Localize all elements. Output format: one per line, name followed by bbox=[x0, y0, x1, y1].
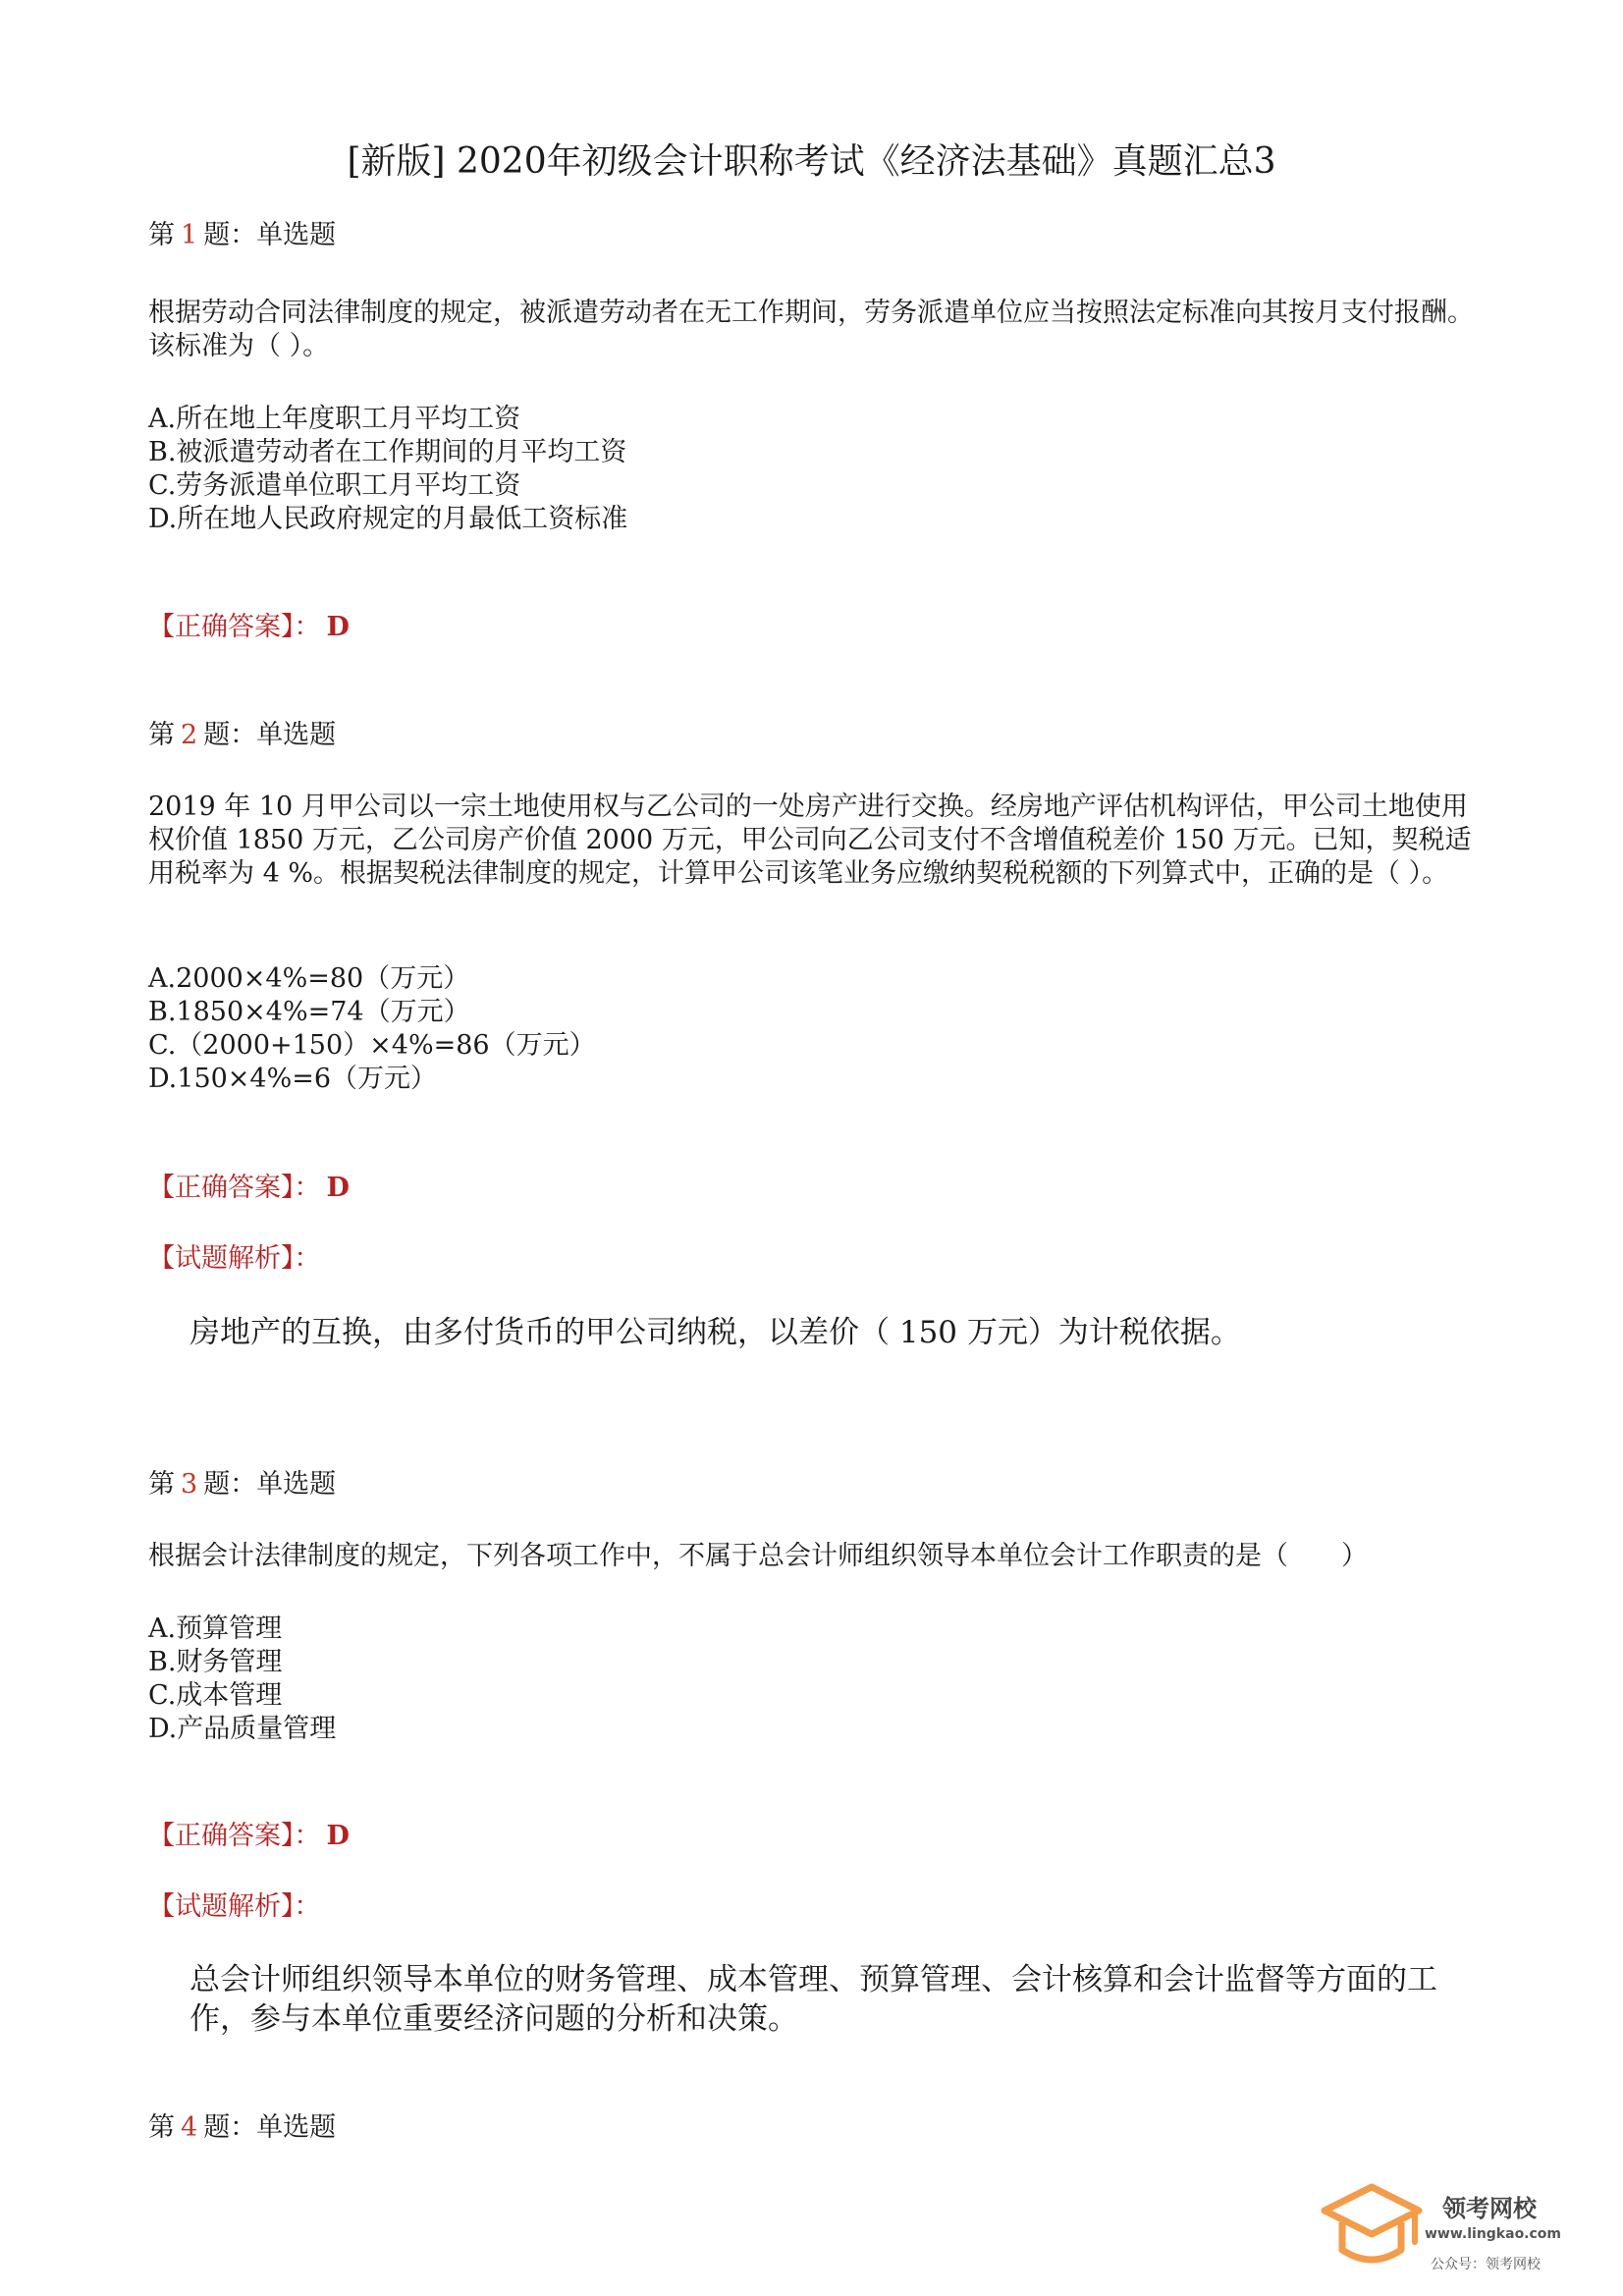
question-1-stem: 根据劳动合同法律制度的规定，被派遣劳动者在无工作期间，劳务派遣单位应当按照法定标准向其按月支付报酬。该标准为（ ）。 bbox=[148, 298, 1474, 361]
question-type: 题：单选题 bbox=[203, 720, 337, 750]
question-number: 3 bbox=[181, 1469, 198, 1500]
watermark-url: www.lingkao.com bbox=[1425, 2226, 1562, 2242]
watermark-logo bbox=[1321, 2175, 1576, 2283]
question-prefix: 第 bbox=[148, 2112, 175, 2143]
question-3-stem: 根据会计法律制度的规定，下列各项工作中，不属于总会计师组织领导本单位会计工作职责的是（ ） bbox=[148, 1541, 1368, 1571]
question-1-options bbox=[148, 403, 627, 536]
question-3-options bbox=[148, 1613, 336, 1746]
answer-label: 【正确答案】： bbox=[148, 1173, 321, 1203]
question-3-header bbox=[148, 1468, 336, 1502]
question-2-header bbox=[148, 719, 336, 752]
option-c: C.劳务派遣单位职工月平均工资 bbox=[148, 470, 521, 501]
option-d: D.所在地人民政府规定的月最低工资标准 bbox=[148, 504, 628, 534]
question-prefix: 第 bbox=[148, 1469, 175, 1500]
question-3-answer bbox=[148, 1820, 350, 1853]
document-title: [新版] 2020年初级会计职称考试《经济法基础》真题汇总3 bbox=[347, 141, 1276, 182]
option-d: D.产品质量管理 bbox=[148, 1714, 337, 1744]
option-b: B.被派遣劳动者在工作期间的月平均工资 bbox=[148, 437, 627, 467]
question-1-answer bbox=[148, 611, 350, 644]
answer-label: 【正确答案】： bbox=[148, 1821, 321, 1851]
question-number: 1 bbox=[181, 220, 198, 250]
option-a: A.预算管理 bbox=[148, 1613, 283, 1644]
question-3-analysis-label: 【试题解析】： bbox=[148, 1891, 321, 1922]
answer-value: D bbox=[326, 612, 350, 642]
question-2-analysis-label: 【试题解析】： bbox=[148, 1243, 321, 1274]
option-c: C.成本管理 bbox=[148, 1680, 283, 1711]
graduation-cap-icon bbox=[1321, 2175, 1429, 2283]
option-a: A.所在地上年度职工月平均工资 bbox=[148, 404, 521, 434]
option-b: B.1850×4%=74（万元） bbox=[148, 997, 470, 1027]
question-2-analysis: 房地产的互换，由多付货币的甲公司纳税，以差价（ 150 万元）为计税依据。 bbox=[189, 1315, 1241, 1350]
question-prefix: 第 bbox=[148, 220, 175, 250]
question-type: 题：单选题 bbox=[203, 2112, 337, 2143]
answer-label: 【正确答案】： bbox=[148, 612, 321, 642]
question-2-stem: 2019 年 10 月甲公司以一宗土地使用权与乙公司的一处房产进行交换。经房地产评估机构评估，甲公司土地使用权价值 1850 万元，乙公司房产价值 2000 万元，甲公司向乙公司支付不含增值税差价 150 万元。已知，契税适用税率为 4 %。根据契税法律制度的规定，计算甲公司该笔业务应缴纳契税税额的下列算式中，正确的是（ ）。 bbox=[148, 792, 1472, 889]
answer-value: D bbox=[326, 1173, 350, 1203]
question-type: 题：单选题 bbox=[203, 1469, 337, 1500]
question-number: 2 bbox=[181, 720, 198, 750]
option-b: B.财务管理 bbox=[148, 1647, 283, 1677]
option-d: D.150×4%=6（万元） bbox=[148, 1064, 438, 1094]
question-prefix: 第 bbox=[148, 720, 175, 750]
answer-value: D bbox=[326, 1821, 350, 1851]
watermark-wechat: 公众号：领考网校 bbox=[1431, 2257, 1541, 2272]
watermark-brand: 领考网校 bbox=[1442, 2195, 1537, 2222]
question-2-answer bbox=[148, 1172, 350, 1205]
option-a: A.2000×4%=80（万元） bbox=[148, 963, 470, 994]
question-4-header bbox=[148, 2111, 336, 2145]
question-2-options bbox=[148, 962, 596, 1096]
option-c: C.（2000+150）×4%=86（万元） bbox=[148, 1030, 596, 1061]
question-3-analysis: 总会计师组织领导本单位的财务管理、成本管理、预算管理、会计核算和会计监督等方面的工作，参与本单位重要经济问题的分析和决策。 bbox=[189, 1962, 1437, 2037]
question-1-header bbox=[148, 219, 336, 252]
question-number: 4 bbox=[181, 2112, 198, 2143]
question-type: 题：单选题 bbox=[203, 220, 337, 250]
